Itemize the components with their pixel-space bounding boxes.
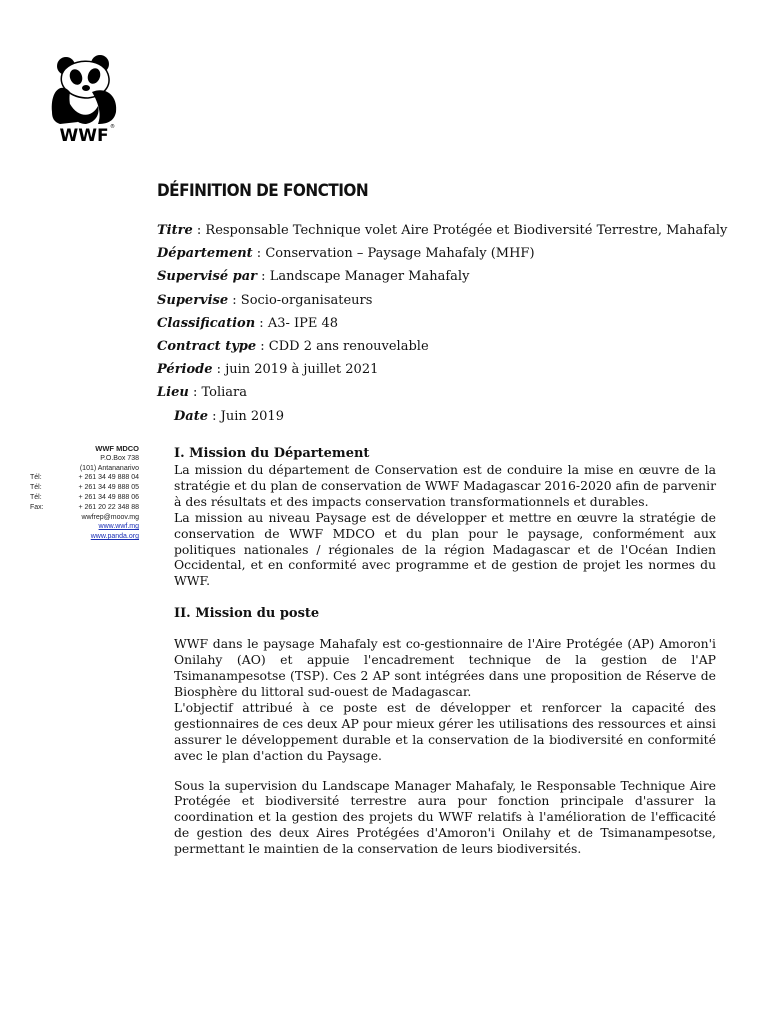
field-periode: Période : juin 2019 à juillet 2021: [157, 362, 379, 378]
contact-phone-3: Tél: + 261 34 49 888 06: [30, 493, 139, 501]
po-box: P.O.Box 738: [100, 454, 139, 462]
office-address: [30, 444, 139, 542]
contact-fax: Fax: + 261 20 22 348 88: [30, 503, 139, 511]
link-wwf-mg[interactable]: www.wwf.mg: [98, 523, 139, 531]
link-panda-org[interactable]: www.panda.org: [90, 533, 139, 541]
field-titre: Titre : Responsable Technique volet Aire Protégée et Biodiversité Terrestre, Mahafaly: [157, 223, 728, 238]
paragraph: Sous la supervision du Landscape Manager Mahafaly, le Responsable Technique Aire Protégée et biodiversité terrestre aura pour fonction principale d'assurer la coordination et la gestion des projets du WWF relatifs à l'amélioration de l'efficacité de gestion des deux Aires Protégées d'Amoron'i Onilahy et de Tsimanampesotse, permettant le maintien de la conservation de leurs biodiversités.: [174, 777, 716, 857]
section-heading-position: II. Mission du poste: [174, 606, 320, 622]
contact-email: wwfrep@moov.mg: [81, 513, 139, 521]
paragraph: WWF dans le paysage Mahafaly est co-gestionnaire de l'Aire Protégée (AP) Amoron'i Onilahy (AO) et appuie l'encadrement technique de la gestion de l'AP Tsimanampesotse (TSP). Ces 2 AP sont intégrées dans une proposition de Réserve de Biosphère du littoral sud-ouest de Madagascar.: [174, 636, 716, 699]
office-city: (101) Antananarivo: [79, 464, 139, 472]
paragraph: La mission au niveau Paysage est de développer et mettre en œuvre la stratégie de conservation de WWF MDCO et du plan pour le paysage, conformément aux politiques nationales / régionales de la région Madagascar et de l'Océan Indien Occidental, et en conformité avec programme et de gestion de projet les normes du WWF.: [174, 509, 716, 589]
svg-text:®: ®: [54, 114, 59, 120]
field-date: Date : Juin 2019: [174, 408, 284, 424]
wwf-panda-icon: [48, 52, 120, 144]
paragraph: L'objectif attribué à ce poste est de développer et renforcer la capacité des gestionnaires de ces deux AP pour mieux gérer les utilisations des ressources et ainsi assurer le développement durable et la conservation de la biodiversité en conformité avec le plan d'action du Paysage.: [174, 699, 716, 763]
document-title: DÉFINITION DE FONCTION: [157, 181, 369, 201]
contact-phone-1: Tél: + 261 34 49 888 04: [30, 474, 139, 482]
field-supervise: Supervise : Socio-organisateurs: [157, 292, 373, 308]
field-supervise-par: Supervisé par : Landscape Manager Mahafaly: [157, 269, 470, 285]
field-contract-type: Contract type : CDD 2 ans renouvelable: [157, 338, 429, 354]
job-details: [157, 219, 747, 428]
document-body: [174, 446, 716, 857]
section-heading-department: I. Mission du Département: [174, 446, 370, 461]
wwf-wordmark: WWF: [59, 126, 109, 144]
wwf-logo: [48, 52, 120, 144]
field-classification: Classification : A3- IPE 48: [157, 315, 339, 331]
svg-text:®: ®: [110, 124, 115, 130]
field-departement: Département : Conservation – Paysage Mahafaly (MHF): [157, 246, 535, 262]
contact-phone-2: Tél: + 261 34 49 888 05: [30, 484, 139, 492]
field-lieu: Lieu : Toliara: [157, 385, 247, 401]
paragraph: La mission du département de Conservation est de conduire la mise en œuvre de la stratégie et du plan de conservation de WWF Madagascar 2016-2020 afin de parvenir à des résultats et des impacts conservation transformationnels et durables.: [174, 462, 716, 509]
office-name: WWF MDCO: [95, 444, 139, 453]
